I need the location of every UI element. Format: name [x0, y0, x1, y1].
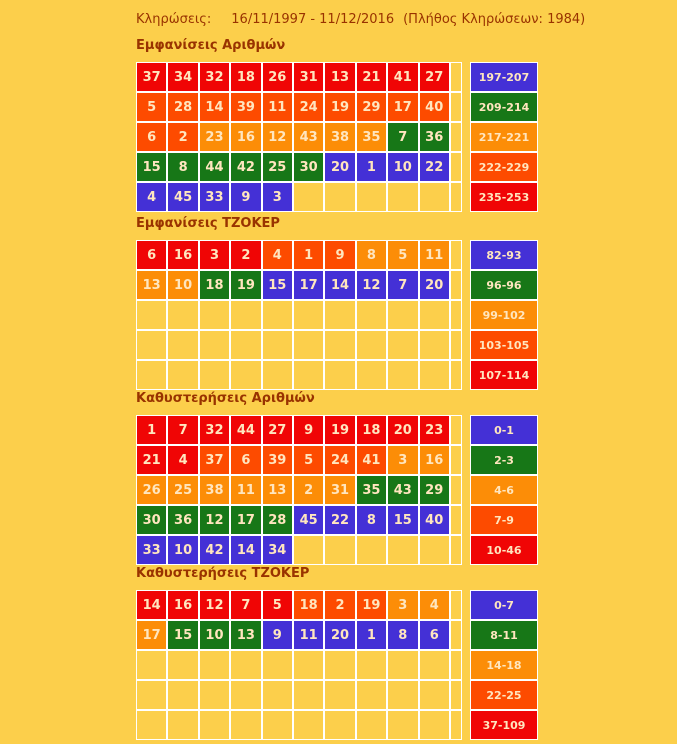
number-cell: 31	[324, 475, 355, 505]
empty-cell	[199, 710, 230, 740]
grid-row	[136, 62, 462, 92]
number-cell: 21	[136, 445, 167, 475]
number-cell: 38	[324, 122, 355, 152]
spacer-cell	[450, 590, 462, 620]
number-cell: 12	[262, 122, 293, 152]
number-cell: 33	[199, 182, 230, 212]
number-cell: 10	[167, 535, 198, 565]
grid-row	[136, 330, 462, 360]
number-cell: 3	[199, 240, 230, 270]
empty-cell	[230, 360, 261, 390]
number-grid	[136, 240, 462, 390]
legend-range: 37-109	[470, 710, 538, 740]
grid-row	[136, 590, 462, 620]
empty-cell	[419, 680, 450, 710]
number-cell: 2	[230, 240, 261, 270]
spacer-cell	[450, 360, 462, 390]
grid-row	[136, 240, 462, 270]
empty-cell	[387, 710, 418, 740]
legend-range: 82-93	[470, 240, 538, 270]
spacer-cell	[450, 152, 462, 182]
number-cell: 45	[167, 182, 198, 212]
empty-cell	[293, 300, 324, 330]
number-cell: 42	[199, 535, 230, 565]
number-cell: 2	[167, 122, 198, 152]
number-cell: 15	[387, 505, 418, 535]
number-cell: 37	[136, 62, 167, 92]
spacer-cell	[450, 240, 462, 270]
number-cell: 31	[293, 62, 324, 92]
empty-cell	[199, 300, 230, 330]
number-cell: 10	[167, 270, 198, 300]
number-cell: 29	[419, 475, 450, 505]
empty-cell	[136, 680, 167, 710]
empty-cell	[324, 535, 355, 565]
empty-cell	[387, 300, 418, 330]
spacer-cell	[450, 182, 462, 212]
section-title: Εμφανίσεις Αριθμών	[136, 38, 286, 53]
number-cell: 7	[167, 415, 198, 445]
number-cell: 13	[324, 62, 355, 92]
number-cell: 16	[167, 240, 198, 270]
number-cell: 5	[387, 240, 418, 270]
number-cell: 18	[356, 415, 387, 445]
empty-cell	[293, 710, 324, 740]
legend-range: 7-9	[470, 505, 538, 535]
empty-cell	[293, 535, 324, 565]
range-legend	[470, 240, 538, 390]
legend-range: 0-7	[470, 590, 538, 620]
number-cell: 17	[136, 620, 167, 650]
number-cell: 36	[167, 505, 198, 535]
number-cell: 19	[356, 590, 387, 620]
number-cell: 10	[387, 152, 418, 182]
number-cell: 20	[387, 415, 418, 445]
number-grid	[136, 590, 462, 740]
number-cell: 6	[136, 122, 167, 152]
number-cell: 18	[199, 270, 230, 300]
empty-cell	[356, 650, 387, 680]
number-cell: 21	[356, 62, 387, 92]
spacer-cell	[450, 650, 462, 680]
number-cell: 44	[199, 152, 230, 182]
empty-cell	[419, 360, 450, 390]
number-cell: 23	[419, 415, 450, 445]
empty-cell	[262, 710, 293, 740]
number-cell: 20	[419, 270, 450, 300]
empty-cell	[262, 680, 293, 710]
spacer-cell	[450, 330, 462, 360]
section-delays-numbers	[136, 391, 538, 565]
legend-range: 0-1	[470, 415, 538, 445]
empty-cell	[419, 330, 450, 360]
section-title: Εμφανίσεις ΤΖΟΚΕΡ	[136, 216, 280, 231]
empty-cell	[167, 360, 198, 390]
number-cell: 43	[293, 122, 324, 152]
number-cell: 43	[387, 475, 418, 505]
empty-cell	[262, 300, 293, 330]
empty-cell	[293, 680, 324, 710]
number-cell: 22	[419, 152, 450, 182]
empty-cell	[167, 330, 198, 360]
empty-cell	[136, 300, 167, 330]
empty-cell	[230, 710, 261, 740]
number-cell: 3	[387, 590, 418, 620]
empty-cell	[419, 535, 450, 565]
number-cell: 10	[199, 620, 230, 650]
grid-row	[136, 122, 462, 152]
number-cell: 17	[230, 505, 261, 535]
number-cell: 33	[136, 535, 167, 565]
number-cell: 1	[356, 152, 387, 182]
number-cell: 17	[387, 92, 418, 122]
spacer-cell	[450, 710, 462, 740]
number-cell: 19	[230, 270, 261, 300]
number-cell: 8	[167, 152, 198, 182]
empty-cell	[199, 650, 230, 680]
spacer-cell	[450, 535, 462, 565]
empty-cell	[387, 680, 418, 710]
number-cell: 24	[324, 445, 355, 475]
number-cell: 18	[293, 590, 324, 620]
number-cell: 16	[167, 590, 198, 620]
draws-label: Κληρώσεις:	[136, 12, 212, 27]
empty-cell	[136, 650, 167, 680]
number-cell: 11	[262, 92, 293, 122]
number-cell: 41	[387, 62, 418, 92]
number-cell: 15	[167, 620, 198, 650]
number-cell: 30	[136, 505, 167, 535]
number-cell: 6	[136, 240, 167, 270]
number-cell: 7	[387, 122, 418, 152]
empty-cell	[387, 330, 418, 360]
number-cell: 13	[230, 620, 261, 650]
number-cell: 30	[293, 152, 324, 182]
empty-cell	[262, 650, 293, 680]
empty-cell	[356, 680, 387, 710]
section-body	[136, 240, 538, 390]
empty-cell	[387, 360, 418, 390]
empty-cell	[419, 650, 450, 680]
grid-row	[136, 415, 462, 445]
empty-cell	[230, 330, 261, 360]
legend-range: 14-18	[470, 650, 538, 680]
grid-row	[136, 445, 462, 475]
empty-cell	[199, 360, 230, 390]
legend-range: 235-253	[470, 182, 538, 212]
number-cell: 6	[419, 620, 450, 650]
empty-cell	[387, 650, 418, 680]
number-cell: 4	[167, 445, 198, 475]
number-cell: 22	[324, 505, 355, 535]
number-cell: 14	[136, 590, 167, 620]
section-appearances-numbers	[136, 38, 538, 212]
grid-row	[136, 650, 462, 680]
spacer-cell	[450, 680, 462, 710]
number-cell: 12	[199, 505, 230, 535]
spacer-cell	[450, 300, 462, 330]
range-legend	[470, 62, 538, 212]
empty-cell	[324, 300, 355, 330]
empty-cell	[356, 182, 387, 212]
number-cell: 32	[199, 62, 230, 92]
legend-range: 96-96	[470, 270, 538, 300]
number-cell: 23	[199, 122, 230, 152]
number-cell: 9	[293, 415, 324, 445]
number-cell: 25	[262, 152, 293, 182]
section-body	[136, 62, 538, 212]
number-cell: 7	[387, 270, 418, 300]
number-cell: 12	[199, 590, 230, 620]
number-cell: 19	[324, 92, 355, 122]
number-cell: 15	[262, 270, 293, 300]
grid-row	[136, 92, 462, 122]
empty-cell	[324, 360, 355, 390]
spacer-cell	[450, 620, 462, 650]
empty-cell	[293, 650, 324, 680]
empty-cell	[324, 330, 355, 360]
grid-row	[136, 270, 462, 300]
number-cell: 4	[262, 240, 293, 270]
grid-row	[136, 620, 462, 650]
number-cell: 18	[230, 62, 261, 92]
section-delays-tzoker	[136, 566, 538, 740]
empty-cell	[262, 360, 293, 390]
legend-range: 197-207	[470, 62, 538, 92]
spacer-cell	[450, 270, 462, 300]
number-cell: 2	[324, 590, 355, 620]
empty-cell	[136, 330, 167, 360]
spacer-cell	[450, 92, 462, 122]
number-cell: 8	[356, 505, 387, 535]
number-cell: 13	[136, 270, 167, 300]
number-cell: 26	[262, 62, 293, 92]
grid-row	[136, 710, 462, 740]
section-title: Καθυστερήσεις ΤΖΟΚΕΡ	[136, 566, 310, 581]
legend-range: 209-214	[470, 92, 538, 122]
empty-cell	[356, 330, 387, 360]
number-cell: 14	[199, 92, 230, 122]
number-cell: 8	[356, 240, 387, 270]
empty-cell	[387, 182, 418, 212]
empty-cell	[293, 182, 324, 212]
number-cell: 40	[419, 92, 450, 122]
empty-cell	[387, 535, 418, 565]
number-cell: 26	[136, 475, 167, 505]
number-grid	[136, 415, 462, 565]
empty-cell	[293, 360, 324, 390]
number-cell: 45	[293, 505, 324, 535]
range-legend	[470, 415, 538, 565]
number-cell: 7	[230, 590, 261, 620]
grid-row	[136, 360, 462, 390]
number-cell: 20	[324, 152, 355, 182]
empty-cell	[356, 300, 387, 330]
empty-cell	[167, 650, 198, 680]
number-cell: 37	[199, 445, 230, 475]
spacer-cell	[450, 445, 462, 475]
number-cell: 4	[136, 182, 167, 212]
number-cell: 11	[293, 620, 324, 650]
number-cell: 19	[324, 415, 355, 445]
empty-cell	[419, 182, 450, 212]
number-cell: 28	[167, 92, 198, 122]
empty-cell	[167, 300, 198, 330]
number-cell: 2	[293, 475, 324, 505]
legend-range: 22-25	[470, 680, 538, 710]
section-body	[136, 415, 538, 565]
number-cell: 25	[167, 475, 198, 505]
number-cell: 40	[419, 505, 450, 535]
number-cell: 5	[262, 590, 293, 620]
legend-range: 103-105	[470, 330, 538, 360]
number-cell: 9	[230, 182, 261, 212]
number-cell: 34	[262, 535, 293, 565]
section-appearances-tzoker	[136, 216, 538, 390]
number-cell: 16	[230, 122, 261, 152]
number-cell: 28	[262, 505, 293, 535]
number-cell: 6	[230, 445, 261, 475]
empty-cell	[293, 330, 324, 360]
number-cell: 44	[230, 415, 261, 445]
empty-cell	[324, 650, 355, 680]
number-cell: 1	[356, 620, 387, 650]
number-cell: 5	[293, 445, 324, 475]
grid-row	[136, 152, 462, 182]
legend-range: 222-229	[470, 152, 538, 182]
number-cell: 11	[419, 240, 450, 270]
empty-cell	[419, 300, 450, 330]
number-cell: 39	[230, 92, 261, 122]
empty-cell	[262, 330, 293, 360]
spacer-cell	[450, 505, 462, 535]
number-cell: 41	[356, 445, 387, 475]
number-cell: 14	[230, 535, 261, 565]
empty-cell	[136, 360, 167, 390]
grid-row	[136, 535, 462, 565]
number-cell: 4	[419, 590, 450, 620]
number-cell: 14	[324, 270, 355, 300]
number-cell: 5	[136, 92, 167, 122]
draws-count: (Πλήθος Κληρώσεων: 1984)	[403, 12, 586, 27]
number-cell: 39	[262, 445, 293, 475]
number-grid	[136, 62, 462, 212]
number-cell: 27	[419, 62, 450, 92]
empty-cell	[356, 360, 387, 390]
empty-cell	[356, 710, 387, 740]
number-cell: 3	[262, 182, 293, 212]
number-cell: 12	[356, 270, 387, 300]
legend-range: 8-11	[470, 620, 538, 650]
empty-cell	[324, 710, 355, 740]
legend-range: 107-114	[470, 360, 538, 390]
number-cell: 36	[419, 122, 450, 152]
number-cell: 29	[356, 92, 387, 122]
number-cell: 8	[387, 620, 418, 650]
number-cell: 42	[230, 152, 261, 182]
spacer-cell	[450, 62, 462, 92]
spacer-cell	[450, 475, 462, 505]
number-cell: 38	[199, 475, 230, 505]
legend-range: 99-102	[470, 300, 538, 330]
grid-row	[136, 505, 462, 535]
number-cell: 15	[136, 152, 167, 182]
number-cell: 9	[324, 240, 355, 270]
legend-range: 10-46	[470, 535, 538, 565]
empty-cell	[230, 680, 261, 710]
number-cell: 34	[167, 62, 198, 92]
number-cell: 3	[387, 445, 418, 475]
number-cell: 24	[293, 92, 324, 122]
empty-cell	[199, 680, 230, 710]
number-cell: 16	[419, 445, 450, 475]
draws-date-range: 16/11/1997 - 11/12/2016	[231, 12, 395, 27]
number-cell: 17	[293, 270, 324, 300]
number-cell: 35	[356, 122, 387, 152]
number-cell: 32	[199, 415, 230, 445]
spacer-cell	[450, 122, 462, 152]
grid-row	[136, 475, 462, 505]
empty-cell	[230, 300, 261, 330]
legend-range: 4-6	[470, 475, 538, 505]
number-cell: 35	[356, 475, 387, 505]
grid-row	[136, 182, 462, 212]
empty-cell	[199, 330, 230, 360]
legend-range: 2-3	[470, 445, 538, 475]
number-cell: 13	[262, 475, 293, 505]
section-title: Καθυστερήσεις Αριθμών	[136, 391, 315, 406]
empty-cell	[230, 650, 261, 680]
number-cell: 27	[262, 415, 293, 445]
number-cell: 1	[136, 415, 167, 445]
empty-cell	[324, 182, 355, 212]
empty-cell	[419, 710, 450, 740]
number-cell: 9	[262, 620, 293, 650]
empty-cell	[167, 680, 198, 710]
empty-cell	[136, 710, 167, 740]
section-body	[136, 590, 538, 740]
empty-cell	[356, 535, 387, 565]
number-cell: 1	[293, 240, 324, 270]
empty-cell	[324, 680, 355, 710]
spacer-cell	[450, 415, 462, 445]
draws-header	[136, 12, 585, 27]
number-cell: 20	[324, 620, 355, 650]
grid-row	[136, 300, 462, 330]
number-cell: 11	[230, 475, 261, 505]
empty-cell	[167, 710, 198, 740]
range-legend	[470, 590, 538, 740]
legend-range: 217-221	[470, 122, 538, 152]
grid-row	[136, 680, 462, 710]
